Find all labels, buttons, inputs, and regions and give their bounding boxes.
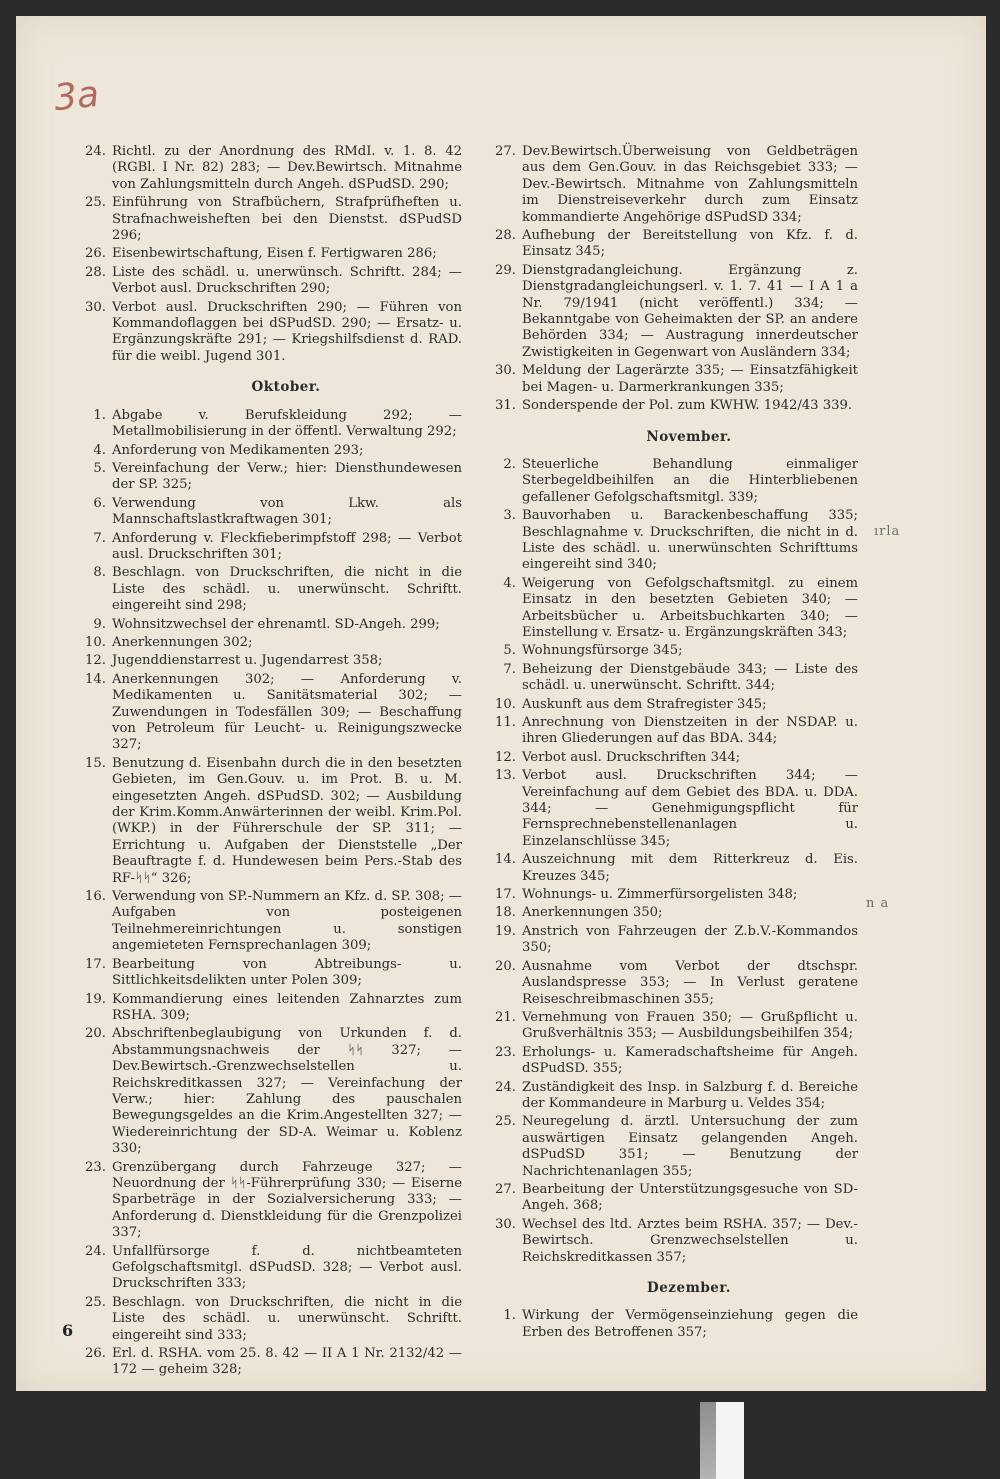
handwritten-note: 3a <box>51 73 101 120</box>
entry-day-number: 7. <box>93 530 106 546</box>
entry-day-number: 5. <box>503 643 516 659</box>
entry-text: Auszeichnung mit dem Ritterkreuz d. Eis. Kreuzes 345; <box>522 852 858 884</box>
entry-text: Aufhebung der Bereitstellung von Kfz. f. d. Einsatz 345; <box>522 228 858 260</box>
entry-day-number: 29. <box>495 262 516 278</box>
entry-day-number: 16. <box>85 889 106 905</box>
entry-text: Beschlagn. von Druckschriften, die nicht in die Liste des schädl. u. unerwünscht. Schriftt. eingereiht sind 298; <box>112 565 462 614</box>
index-entry <box>486 643 858 659</box>
index-entry <box>486 457 858 506</box>
entry-day-number: 30. <box>85 299 106 315</box>
entry-text: Sonderspende der Pol. zum KWHW. 1942/43 339. <box>522 398 853 414</box>
entry-day-number: 13. <box>495 768 516 784</box>
entry-text: Steuerliche Behandlung einmaliger Sterbegeldbeihilfen an die Hinterbliebenen gefallener Gefolgschaftsmitgl. 339; <box>522 456 858 505</box>
entry-day-number: 28. <box>85 264 106 280</box>
entry-day-number: 31. <box>495 398 516 414</box>
entry-text: Unfallfürsorge f. d. nichtbeamteten Gefolgschaftsmitgl. dSPudSD. 328; — Verbot ausl. Druckschriften 333; <box>112 1243 462 1292</box>
heading-october: Oktober. <box>251 379 321 396</box>
index-entry <box>76 756 462 887</box>
index-entry <box>76 672 462 754</box>
entry-text: Dev.Bewirtsch.Überweisung von Geldbeträgen aus dem Gen.Gouv. in das Reichsgebiet 333; — Dev.-Bewirtsch. Mitnahme von Zahlungsmitteln im Dienstreiseverkehr durch zum Einsatz kommandierte Angehörige dSPudSD 334; <box>522 144 858 225</box>
index-entry <box>486 263 858 361</box>
entry-text: Verbot ausl. Druckschriften 344; <box>522 749 741 765</box>
margin-fragment: n a <box>866 896 890 911</box>
entry-day-number: 12. <box>495 749 516 765</box>
entry-day-number: 10. <box>85 634 106 650</box>
index-entry <box>76 443 462 459</box>
index-entry <box>76 246 462 262</box>
entry-day-number: 23. <box>85 1159 106 1175</box>
entry-day-number: 9. <box>93 616 106 632</box>
entry-text: Weigerung von Gefolgschaftsmitgl. zu einem Einsatz in den besetzten Gebieten 340; — Arbeitsbücher u. Arbeitsbuchkarten 340; — Einstellung v. Ersatz- u. Ergänzungskräften 343; <box>522 575 858 640</box>
entry-text: Jugenddienstarrest u. Jugendarrest 358; <box>112 653 383 669</box>
entry-text: Bearbeitung der Unterstützungsgesuche von SD-Angeh. 368; <box>522 1181 858 1214</box>
entry-text: Beheizung der Dienstgebäude 343; — Liste des schädl. u. unerwünscht. Schriftt. 344; <box>522 661 858 694</box>
entry-day-number: 6. <box>93 495 106 511</box>
entry-day-number: 17. <box>85 956 106 972</box>
entry-text: Dienstgradangleichung. Ergänzung z. Dienstgradangleichungserl. v. 1. 7. 41 — I A 1 a Nr. 79/1941 (nicht veröffentl.) 334; — Bekanntgabe von Geheimakten der SP. an andere Behörden 334; — Austragung innerdeutscher Zwistigkeiten in Gegenwart von Ausländern 334; <box>522 262 858 360</box>
entry-day-number: 18. <box>495 905 516 921</box>
entry-text: Anforderung von Medikamenten 293; <box>112 442 364 458</box>
index-entry <box>486 1080 858 1113</box>
right-entries-top <box>486 144 858 415</box>
entry-day-number: 25. <box>85 195 106 211</box>
index-entry <box>486 750 858 766</box>
index-entry <box>76 635 462 651</box>
entry-day-number: 30. <box>495 1216 516 1232</box>
index-entry <box>486 1045 858 1078</box>
entry-text: Vernehmung von Frauen 350; — Grußpflicht u. Grußverhältnis 353; — Ausbildungsbeihilfen 354; <box>522 1009 858 1042</box>
entry-text: Erholungs- u. Kameradschaftsheime für Angeh. dSPudSD. 355; <box>522 1044 858 1077</box>
index-entry <box>76 496 462 529</box>
entry-text: Bauvorhaben u. Barackenbeschaffung 335; Beschlagnahme v. Druckschriften, die nicht in d. Liste des schädl. u. unerwünschten Schrifttums eingereiht sind 340; <box>522 508 858 573</box>
entry-day-number: 27. <box>495 1181 516 1197</box>
index-entry <box>486 697 858 713</box>
entry-day-number: 25. <box>85 1294 106 1310</box>
entry-text: Anstrich von Fahrzeugen der Z.b.V.-Kommandos 350; <box>522 923 858 956</box>
right-entries-november <box>486 457 858 1266</box>
entry-text: Verwendung von Lkw. als Mannschaftslastkraftwagen 301; <box>112 495 462 528</box>
index-entry <box>76 461 462 494</box>
heading-december: Dezember. <box>647 1280 731 1296</box>
index-entry <box>76 617 462 633</box>
entry-text: Liste des schädl. u. unerwünsch. Schriftt. 284; — Verbot ausl. Druckschriften 290; <box>112 264 462 297</box>
entry-day-number: 2. <box>503 456 516 472</box>
index-entry <box>76 265 462 298</box>
entry-day-number: 4. <box>503 575 516 591</box>
entry-text: Eisenbewirtschaftung, Eisen f. Fertigwaren 286; <box>112 246 437 262</box>
entry-day-number: 24. <box>85 1243 106 1259</box>
entry-day-number: 24. <box>495 1079 516 1095</box>
entry-day-number: 17. <box>495 887 516 903</box>
entry-text: Anerkennungen 350; <box>522 905 663 921</box>
index-entry <box>76 195 462 244</box>
entry-day-number: 21. <box>495 1009 516 1025</box>
index-entry <box>486 1217 858 1266</box>
entry-day-number: 14. <box>495 852 516 868</box>
index-entry <box>486 905 858 921</box>
entry-day-number: 4. <box>93 442 106 458</box>
entry-text: Richtl. zu der Anordnung des RMdI. v. 1. 8. 42 (RGBl. I Nr. 82) 283; — Dev.Bewirtsch. Mitnahme von Zahlungsmitteln durch Angeh. dSPudSD. 290; <box>112 144 462 192</box>
index-entry <box>486 715 858 748</box>
index-entry <box>486 924 858 957</box>
entry-text: Neuregelung d. ärztl. Untersuchung der zum auswärtigen Einsatz gelangenden Angeh. dSPudSD 351; — Benutzung der Nachrichtenanlagen 355; <box>522 1114 858 1179</box>
entry-day-number: 7. <box>503 661 516 677</box>
entry-day-number: 20. <box>85 1026 106 1042</box>
entry-day-number: 14. <box>85 671 106 687</box>
scan-color-bar <box>700 1402 716 1479</box>
entry-text: Auskunft aus dem Strafregister 345; <box>522 696 767 712</box>
entry-day-number: 1. <box>503 1308 516 1324</box>
left-column <box>76 144 462 1381</box>
index-entry <box>486 1182 858 1215</box>
entry-text: Abschriftenbeglaubigung von Urkunden f. d. Abstammungsnachweis der ᛋᛋ 327; — Dev.Bewirtsch.-Grenzwechselstellen u. Reichskreditkassen 327; — Vereinfachung der Verw.; hier: Zahlung des pauschalen Bewegungsgeldes an die Krim.Angestellten 327; — Wiedereinrichtung der SD-A. Weimar u. Koblenz 330; <box>112 1026 462 1157</box>
index-entry <box>486 508 858 574</box>
entry-day-number: 19. <box>495 923 516 939</box>
index-entry <box>76 144 462 193</box>
entry-text: Anrechnung von Dienstzeiten in der NSDAP. u. ihren Gliederungen auf das BDA. 344; <box>522 715 858 747</box>
document-page <box>16 16 986 1391</box>
entry-day-number: 28. <box>495 228 516 244</box>
index-entry <box>486 959 858 1008</box>
margin-fragment: ırla <box>874 524 901 539</box>
entry-text: Anerkennungen 302; <box>112 634 253 650</box>
right-column <box>486 144 858 1343</box>
index-entry <box>76 1346 462 1379</box>
entry-day-number: 25. <box>495 1114 516 1130</box>
entry-text: Anforderung v. Fleckfieberimpfstoff 298; — Verbot ausl. Druckschriften 301; <box>112 530 462 562</box>
left-entries-october <box>76 408 462 1379</box>
entry-day-number: 20. <box>495 958 516 974</box>
entry-text: Verbot ausl. Druckschriften 344; — Vereinfachung auf dem Gebiet des BDA. u. DDA. 344; — Genehmigungspflicht für Fernsprechnebenstellenanlagen u. Einzelanschlüsse 345; <box>522 768 858 849</box>
entry-text: Wohnsitzwechsel der ehrenamtl. SD-Angeh. 299; <box>112 616 440 632</box>
entry-text: Wohnungs- u. Zimmerfürsorgelisten 348; <box>522 887 798 903</box>
entry-text: Beschlagn. von Druckschriften, die nicht in die Liste des schädl. u. unerwünscht. Schriftt. eingereiht sind 333; <box>112 1294 462 1343</box>
entry-day-number: 23. <box>495 1044 516 1060</box>
entry-day-number: 1. <box>93 407 106 423</box>
entry-day-number: 15. <box>85 755 106 771</box>
entry-day-number: 24. <box>85 144 106 159</box>
index-entry <box>76 653 462 669</box>
index-entry <box>486 228 858 261</box>
index-entry <box>76 957 462 990</box>
index-entry <box>76 889 462 955</box>
index-entry <box>486 768 858 850</box>
index-entry <box>76 1244 462 1293</box>
index-entry <box>486 398 858 414</box>
entry-day-number: 26. <box>85 1346 106 1362</box>
index-entry <box>486 144 858 226</box>
left-entries-top <box>76 144 462 365</box>
entry-text: Verwendung von SP.-Nummern an Kfz. d. SP. 308; — Aufgaben von posteigenen Teilnehmereinrichtungen u. sonstigen angemieteten Fernsprechanlagen 309; <box>112 889 462 954</box>
entry-text: Wohnungsfürsorge 345; <box>522 643 683 659</box>
index-entry <box>76 1295 462 1344</box>
entry-day-number: 12. <box>85 653 106 669</box>
index-entry <box>486 576 858 642</box>
entry-day-number: 8. <box>93 565 106 581</box>
entry-day-number: 5. <box>93 460 106 476</box>
index-entry <box>486 662 858 695</box>
scan-white-patch <box>716 1402 744 1479</box>
index-entry <box>76 992 462 1025</box>
index-entry <box>486 1010 858 1043</box>
entry-text: Bearbeitung von Abtreibungs- u. Sittlichkeitsdelikten unter Polen 309; <box>112 956 462 989</box>
entry-day-number: 10. <box>495 696 516 712</box>
entry-day-number: 27. <box>495 144 516 159</box>
entry-day-number: 19. <box>85 991 106 1007</box>
entry-text: Meldung der Lagerärzte 335; — Einsatzfähigkeit bei Magen- u. Darmerkrankungen 335; <box>522 363 858 395</box>
entry-text: Ausnahme vom Verbot der dtschspr. Auslandspresse 353; — In Verlust geratene Reiseschreibmaschinen 355; <box>522 958 858 1007</box>
index-entry <box>486 887 858 903</box>
index-entry <box>486 1114 858 1180</box>
index-entry <box>76 1160 462 1242</box>
entry-text: Zuständigkeit des Insp. in Salzburg f. d. Bereiche der Kommandeure in Marburg u. Veldes 354; <box>522 1079 858 1111</box>
index-entry <box>76 531 462 564</box>
index-entry <box>76 300 462 366</box>
entry-day-number: 11. <box>495 715 516 730</box>
right-entries-december <box>486 1308 858 1341</box>
heading-november: November. <box>646 428 732 445</box>
entry-text: Abgabe v. Berufskleidung 292; — Metallmobilisierung in der öffentl. Verwaltung 292; <box>112 407 462 440</box>
entry-text: Grenzübergang durch Fahrzeuge 327; — Neuordnung der ᛋᛋ-Führerprüfung 330; — Eiserne Sparbeträge in der Sozialversicherung 333; — Anforderung d. Dienstkleidung für die Grenzpolizei 337; <box>112 1159 462 1241</box>
entry-day-number: 3. <box>503 508 516 524</box>
entry-day-number: 30. <box>495 363 516 379</box>
entry-day-number: 26. <box>85 246 106 262</box>
entry-text: Wirkung der Vermögenseinziehung gegen die Erben des Betroffenen 357; <box>522 1308 858 1340</box>
index-entry <box>76 408 462 441</box>
entry-text: Verbot ausl. Druckschriften 290; — Führen von Kommandoflaggen bei dSPudSD. 290; — Ersatz- u. Ergänzungskräfte 291; — Kriegshilfsdienst d. RAD. für die weibl. Jugend 301. <box>112 299 462 364</box>
page-number: 6 <box>62 1321 74 1340</box>
entry-text: Anerkennungen 302; — Anforderung v. Medikamenten u. Sanitätsmaterial 302; — Zuwendungen in Todesfällen 309; — Beschaffung von Petroleum für Leucht- u. Reinigungszwecke 327; <box>112 671 462 753</box>
index-entry <box>486 1308 858 1341</box>
entry-text: Einführung von Strafbüchern, Strafprüfheften u. Strafnachweisheften bei den Dienstst. dSPudSD 296; <box>112 195 462 244</box>
entry-text: Kommandierung eines leitenden Zahnarztes zum RSHA. 309; <box>112 991 462 1023</box>
index-entry <box>76 565 462 614</box>
entry-text: Wechsel des ltd. Arztes beim RSHA. 357; — Dev.-Bewirtsch. Grenzwechselstellen u. Reichskreditkassen 357; <box>522 1216 858 1265</box>
index-entry <box>486 363 858 396</box>
entry-text: Vereinfachung der Verw.; hier: Diensthundewesen der SP. 325; <box>112 460 462 493</box>
index-entry <box>486 852 858 885</box>
index-entry <box>76 1026 462 1157</box>
entry-text: Benutzung d. Eisenbahn durch die in den besetzten Gebieten, im Gen.Gouv. u. im Prot. B. u. M. eingesetzten Angeh. dSPudSD. 302; — Ausbildung der Krim.Komm.Anwärterinnen der weibl. Krim.Pol. (WKP.) in der Führerschule der SP. 311; — Errichtung u. Aufgaben der Dienststelle „Der Beauftragte f. d. Hundewesen beim Pers.-Stab des RF-ᛋᛋ“ 326; <box>112 755 462 886</box>
entry-text: Erl. d. RSHA. vom 25. 8. 42 — II A 1 Nr. 2132/42 — 172 — geheim 328; <box>112 1346 462 1378</box>
